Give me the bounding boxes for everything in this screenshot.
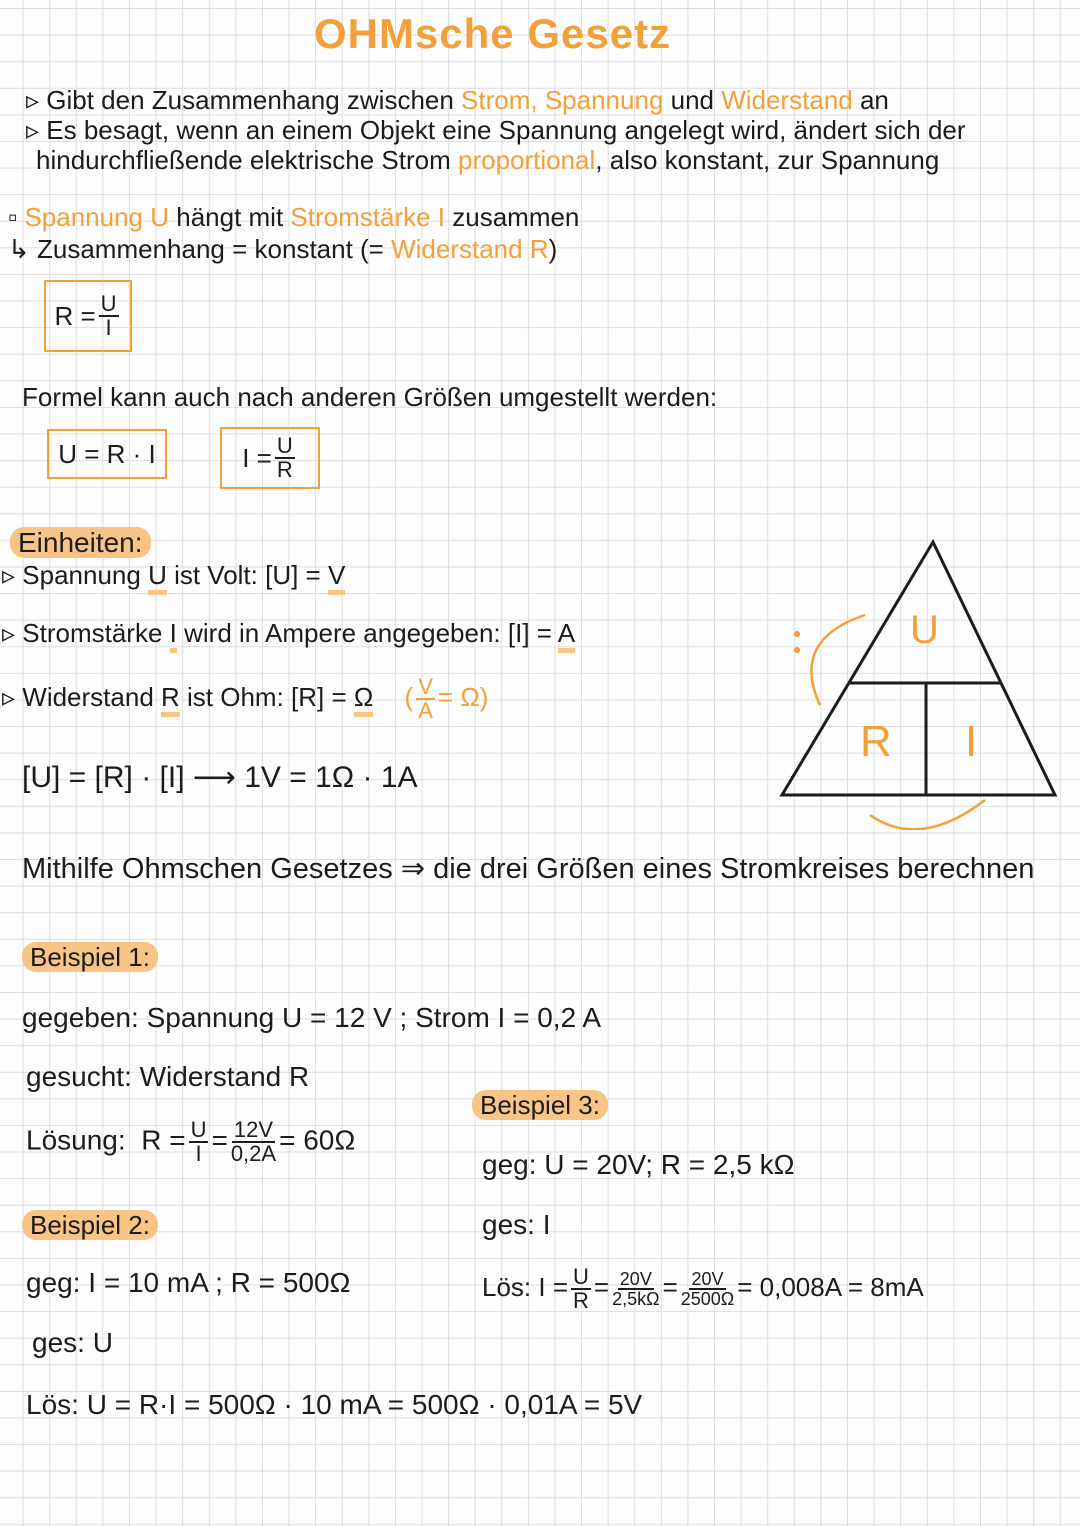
fraction: $\frac{12V}{0,2A}$ [230,1117,277,1166]
unit-resistance: ▹ Widerstand R ist Ohm: [R] = Ω ( $\frac{V}{A}$ = Ω) [2,674,489,723]
triangle-outline [782,542,1055,795]
example-2-wanted: ges: U [32,1327,113,1358]
formula-lhs: I = [242,442,272,473]
example-1-given: gegeben: Spannung U = 12 V ; Strom I = 0,2 A [22,1002,602,1033]
triangle-label-u: U [910,608,939,652]
intro-line-5: ↳ Zusammenhang = konstant (= Widerstand R) [8,234,558,264]
intro-line-3: hindurchfließende elektrische Strom proportional, also konstant, zur Spannung [36,145,940,175]
fraction: $\frac{U}{I}$ [190,1117,207,1166]
example-3-heading: Beispiel 3: [472,1089,608,1121]
example-1-solution: Lösung: R = $\frac{U}{I}$ = $\frac{12V}{0,2A}$ = 60Ω [26,1117,356,1166]
ohm-triangle-diagram [770,530,1070,830]
example-2-solution: Lös: U = R·I = 500Ω · 10 mA = 500Ω · 0,01A = 5V [26,1389,643,1420]
unit-relation: [U] = [R] · [I] ⟶ 1V = 1Ω · 1A [22,761,418,794]
fraction: $\frac{V}{A}$ [418,674,433,723]
example-2-given: geg: I = 10 mA ; R = 500Ω [26,1267,351,1298]
units-heading: Einheiten: [10,527,151,559]
triangle-label-i: I [965,717,978,766]
formula-u-box: U = R · I [47,429,167,479]
formula-lhs: R = [54,300,96,331]
fraction: $\frac{U}{R}$ [276,433,293,482]
example-3-wanted: ges: I [482,1209,551,1240]
page-title: OHMsche Gesetz [313,10,672,57]
division-dot-icon [794,631,800,637]
example-2-heading: Beispiel 2: [22,1209,158,1241]
fraction: $\frac{U}{R}$ [573,1264,589,1313]
example-1-heading: Beispiel 1: [22,941,158,973]
curved-arrow-bottom-icon [870,800,985,829]
intro-line-4: ▫ Spannung U hängt mit Stromstärke I zusammen [8,202,580,232]
intro-line-1: ▹ Gibt den Zusammenhang zwischen Strom, Spannung und Widerstand an [26,85,889,115]
fraction: $\frac{20V}{2500\Omega}$ [680,1269,735,1309]
curved-arrow-left-icon [811,615,865,705]
formula-r-box [44,280,132,352]
unit-current: ▹ Stromstärke I wird in Ampere angegeben: [I] = A [2,617,575,649]
intro-line-2: ▹ Es besagt, wenn an einem Objekt eine Spannung angelegt wird, ändert sich der [26,115,966,145]
formula-i-box [220,427,320,489]
unit-voltage: ▹ Spannung U ist Volt: [U] = V [2,559,345,591]
example-3-solution: Lös: I = $\frac{U}{R}$ = $\frac{20V}{2,5k\Omega}$ = $\frac{20V}{2500\Omega}$ = 0,008A = 8mA [482,1264,924,1313]
rearrange-text: Formel kann auch nach anderen Größen umgestellt werden: [22,382,718,412]
summary-text: Mithilfe Ohmschen Gesetzes ⇒ die drei Größen eines Stromkreises berechnen [22,853,1035,885]
triangle-label-r: R [860,717,892,766]
example-3-given: geg: U = 20V; R = 2,5 kΩ [482,1149,795,1180]
example-1-wanted: gesucht: Widerstand R [26,1061,310,1092]
fraction: $\frac{20V}{2,5k\Omega}$ [612,1269,660,1309]
fraction: $\frac{U}{I}$ [100,291,117,340]
